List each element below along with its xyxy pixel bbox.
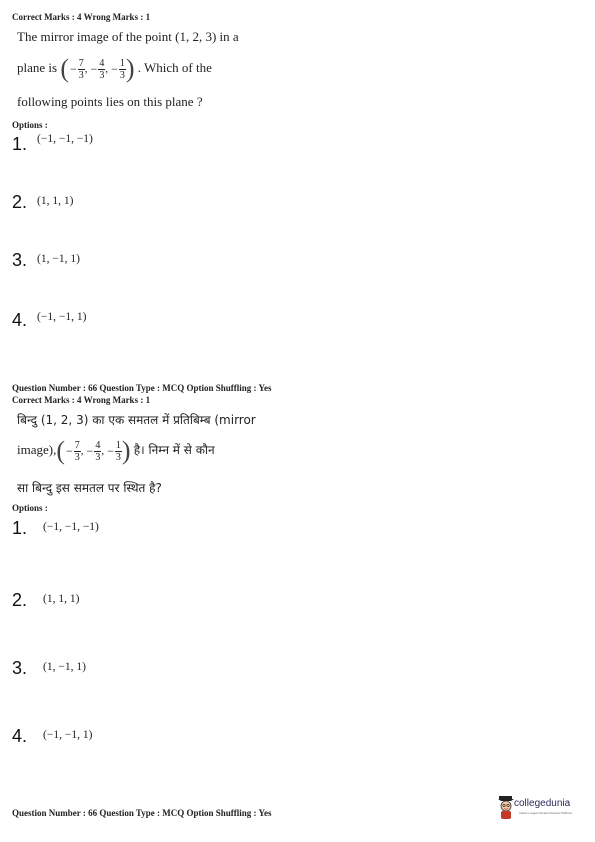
question-header: Question Number : 66 Question Type : MCQ Option Shuffling : Yes bbox=[12, 383, 272, 393]
options-label: Options : bbox=[12, 120, 48, 130]
option-value: (−1, −1, 1) bbox=[37, 311, 87, 323]
math-fraction: $\frac{7}{3}$ bbox=[74, 439, 80, 463]
option-value: (1, 1, 1) bbox=[37, 195, 74, 207]
math-fraction: $\frac{7}{3}$ bbox=[78, 57, 84, 81]
question-text-line: plane is (− $\frac{7}{3}$ , − $\frac{4}{3}$ , − $\frac{1}{3}$ ) . Which of the bbox=[17, 54, 212, 83]
option-item bbox=[12, 726, 92, 747]
option-number: 4. bbox=[12, 726, 28, 746]
question-text-fragment: है। निम्न में से कौन bbox=[133, 442, 215, 457]
logo-tagline: India's Largest Student Review Platform bbox=[519, 811, 573, 815]
question-header: Question Number : 66 Question Type : MCQ Option Shuffling : Yes bbox=[12, 808, 272, 818]
option-value: (1, 1, 1) bbox=[43, 593, 80, 605]
math-fraction: $\frac{1}{3}$ bbox=[119, 57, 125, 81]
question-text-fragment: plane is bbox=[17, 59, 58, 75]
math-paren: ( bbox=[56, 436, 66, 465]
option-item bbox=[12, 518, 99, 539]
option-item bbox=[12, 250, 80, 271]
question-text-fragment: image), bbox=[17, 441, 57, 457]
option-number: 3. bbox=[12, 250, 28, 270]
question-text-line: image),(− $\frac{7}{3}$ , − $\frac{4}{3}$ , − $\frac{1}{3}$ ) है। निम्न में से कौन bbox=[17, 436, 215, 465]
question-text-line: following points lies on this plane ? bbox=[17, 94, 203, 109]
option-number: 1. bbox=[12, 518, 28, 538]
options-label: Options : bbox=[12, 503, 48, 513]
option-value: (−1, −1, −1) bbox=[43, 521, 99, 533]
math-fraction: $\frac{1}{3}$ bbox=[115, 439, 121, 463]
option-item bbox=[12, 658, 86, 679]
option-number: 1. bbox=[12, 134, 28, 154]
option-item bbox=[12, 590, 79, 611]
math-fraction: $\frac{4}{3}$ bbox=[99, 57, 105, 81]
option-number: 4. bbox=[12, 310, 28, 330]
math-fraction: $\frac{4}{3}$ bbox=[95, 439, 101, 463]
question-text-line: The mirror image of the point (1, 2, 3) in a bbox=[17, 29, 239, 44]
option-item bbox=[12, 134, 93, 155]
logo-text: collegedunia bbox=[514, 798, 571, 809]
math-paren: ( bbox=[60, 54, 69, 83]
marks-info: Correct Marks : 4 Wrong Marks : 1 bbox=[12, 395, 151, 405]
question-text-line: सा बिन्दु इस समतल पर स्थित है? bbox=[17, 481, 162, 495]
question-text-line: बिन्दु (1, 2, 3) का एक समतल में प्रतिबिम्ब (mirror bbox=[17, 413, 256, 427]
option-value: (1, −1, 1) bbox=[37, 253, 80, 265]
option-number: 2. bbox=[12, 590, 28, 610]
question-text-fragment: . Which of the bbox=[137, 59, 212, 75]
option-value: (1, −1, 1) bbox=[43, 661, 86, 673]
option-value: (−1, −1, −1) bbox=[37, 133, 93, 145]
math-paren: ) bbox=[121, 436, 131, 465]
option-number: 2. bbox=[12, 192, 28, 212]
collegedunia-logo bbox=[497, 796, 589, 820]
option-item bbox=[12, 310, 86, 331]
student-mascot-icon bbox=[497, 796, 515, 820]
marks-info: Correct Marks : 4 Wrong Marks : 1 bbox=[12, 12, 151, 22]
option-item bbox=[12, 192, 73, 213]
option-number: 3. bbox=[12, 658, 28, 678]
option-value: (−1, −1, 1) bbox=[43, 729, 93, 741]
math-paren: ) bbox=[125, 54, 135, 83]
